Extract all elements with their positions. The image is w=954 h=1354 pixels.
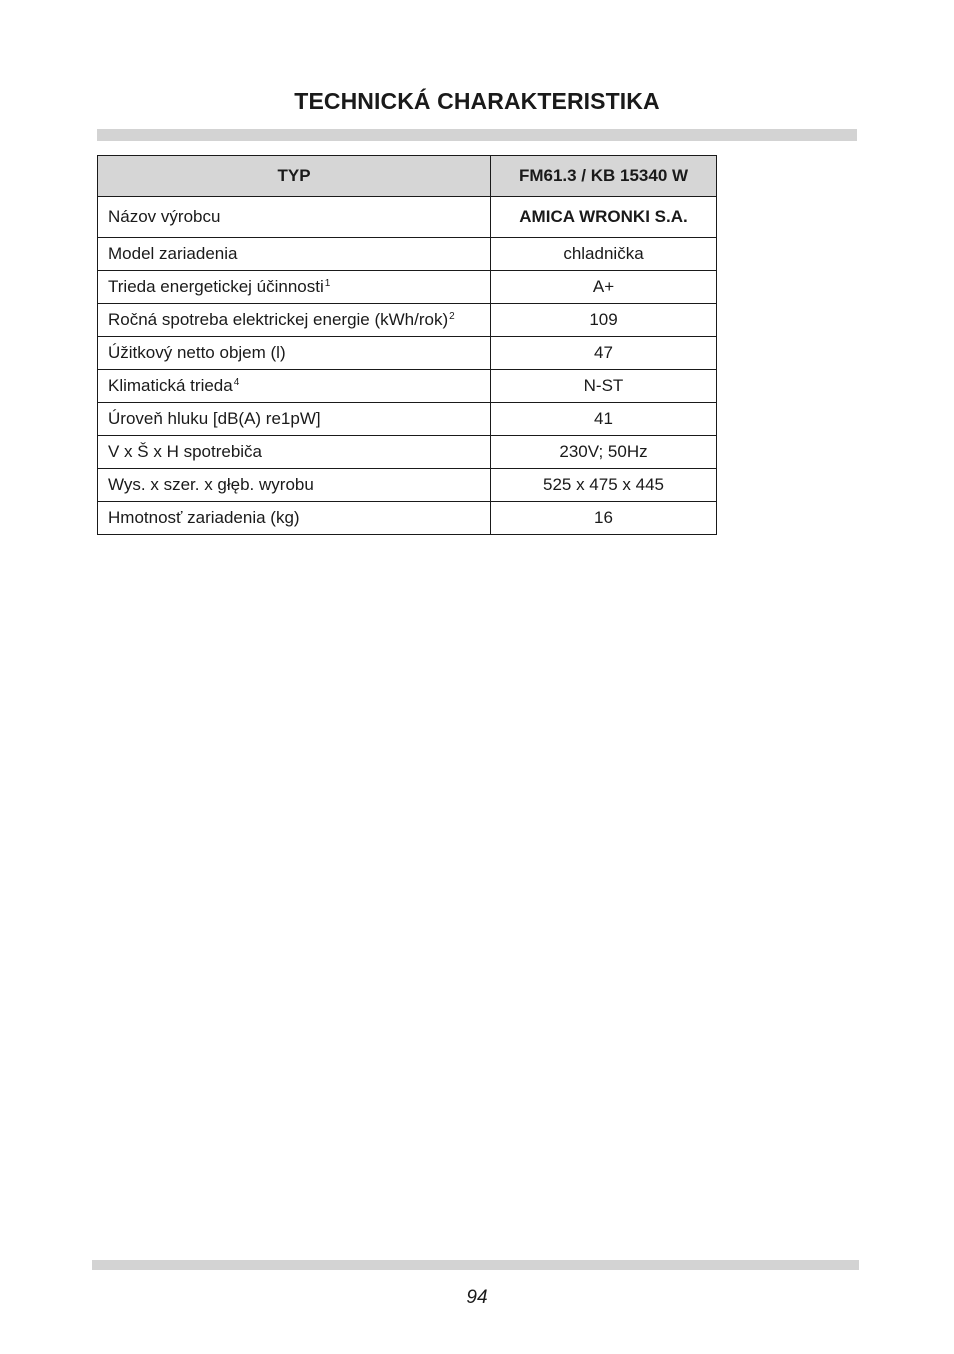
row-value: 230V; 50Hz — [491, 436, 717, 469]
table-row — [98, 337, 717, 370]
row-label: Klimatická trieda$^4$ — [98, 370, 491, 403]
row-label: Hmotnosť zariadenia (kg) — [98, 502, 491, 535]
footnote-ref: 2 — [449, 311, 455, 322]
spec-table — [97, 155, 717, 535]
table-row — [98, 502, 717, 535]
table-row — [98, 469, 717, 502]
table-row — [98, 436, 717, 469]
table-row — [98, 271, 717, 304]
row-label: Model zariadenia — [98, 238, 491, 271]
row-value: N-ST — [491, 370, 717, 403]
row-label: Ročná spotreba elektrickej energie $(kWh/rok)^2$ — [98, 304, 491, 337]
row-value: 41 — [491, 403, 717, 436]
row-value: AMICA WRONKI S.A. — [491, 197, 717, 238]
page-number: 94 — [466, 1287, 488, 1308]
header-model-value: FM61.3 / KB 15340 W — [491, 156, 717, 197]
row-label: Trieda energetickej účinnosti$^1$ — [98, 271, 491, 304]
row-value: 47 — [491, 337, 717, 370]
table-row — [98, 238, 717, 271]
table-row — [98, 304, 717, 337]
row-value: 109 — [491, 304, 717, 337]
row-label: Wys. x szer. x głęb. wyrobu — [98, 469, 491, 502]
table-header-row — [98, 156, 717, 197]
table-row — [98, 197, 717, 238]
row-value: 525 x 475 x 445 — [491, 469, 717, 502]
page-title: TECHNICKÁ CHARAKTERISTIKA — [294, 88, 660, 114]
footnote-ref: 4 — [233, 377, 240, 388]
row-label: Úroveň hluku [dB(A) re1pW] — [98, 403, 491, 436]
bottom-divider-bar — [92, 1260, 859, 1270]
top-divider-bar — [97, 129, 857, 141]
header-type-label: TYP — [98, 156, 491, 197]
footnote-ref: 1 — [324, 278, 331, 289]
row-value: A+ — [491, 271, 717, 304]
table-row — [98, 370, 717, 403]
table-row — [98, 403, 717, 436]
row-label: Úžitkový netto objem (l) — [98, 337, 491, 370]
row-value: chladnička — [491, 238, 717, 271]
row-label: V x Š x H spotrebiča — [98, 436, 491, 469]
row-value: 16 — [491, 502, 717, 535]
row-label: Názov výrobcu — [98, 197, 491, 238]
